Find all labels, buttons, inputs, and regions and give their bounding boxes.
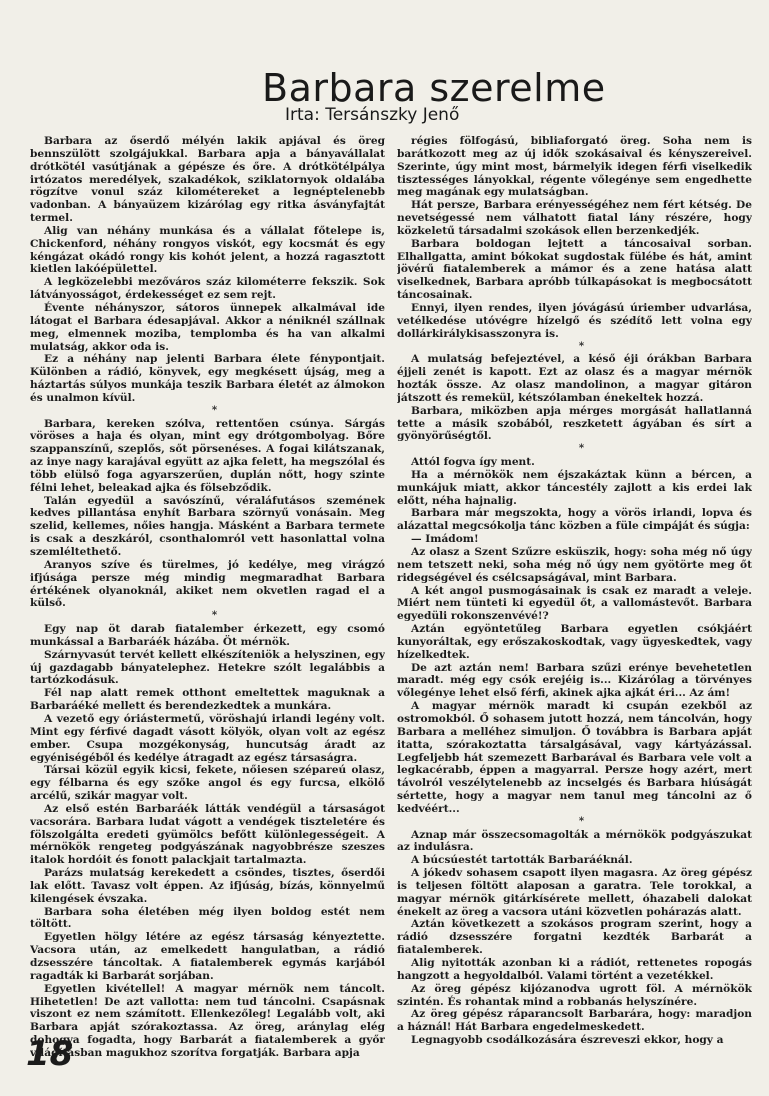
- paragraph: Ez a néhány nap jelenti Barbara élete fénypontjait. Különben a rádió, könyvek, egy megkésett újság, meg a háztartás súlyos munkája teszik Barbara életét az álmokon és unalmon kívül.: [30, 353, 385, 404]
- paragraph: Barbara soha életében még ilyen boldog estét nem töltött.: [30, 905, 385, 931]
- paragraph: A búcsúestét tartották Barbaráéknál.: [411, 854, 633, 867]
- paragraph: Ennyi, ilyen rendes, ilyen jóvágású úriember udvarlása, vetélkedése utóvégre hízelgő és szédítő lett volna egy dollárkirálykisasszonyra is.: [397, 301, 752, 340]
- page-number: 18: [26, 1034, 74, 1074]
- paragraph: Évente néhányszor, sátoros ünnepek alkalmával ide látogat el Barbara édesapjával. Akkor a néniknél szállnak meg, elmennek moziba, templomba és ha van alkalmi mulatság, akkor oda is.: [30, 301, 385, 353]
- paragraph: Barbara már megszokta, hogy a vörös irlandi, lopva és alázattal megcsókolja tánc közben a füle cimpáját és súgja:: [397, 507, 752, 533]
- paragraph: Talán egyedül a savószínű, véraláfutásos szemének kedves pillantása enyhít Barbara szörnyű vonásain. Meg szelid, kellemes, nőies hangja. Másként a Barbara termete is csak a deszkáról, csonthalomról vett hasonlattal volna szemléltethető.: [30, 494, 385, 558]
- section-divider: *: [578, 443, 585, 455]
- paragraph: Társai közül egyik kicsi, fekete, nőiesen szépareú olasz, egy félbarna és egy szőke angol és egy furcsa, elkölő arcélű, szikár magyar volt.: [30, 764, 385, 803]
- paragraph: A magyar mérnök maradt ki csupán ezekből az ostromokból. Ő sohasem jutott hozzá, nem táncolván, hogy Barbara a melléhez simuljon. Ő továbbra is Barbara apját itatta, szórakoztatta társalgásával, vagy kártyázással. Legfeljebb hát szemezett Barbarával és Barbara vele volt a legkacérabb, éppen a magyarral. Persze hogy azért, mert távolról veszélytelenebb az incselgés és Barbara hiúságát sértette, hogy a magyar nem tanul meg táncolni az ő kedvéért...: [397, 700, 752, 815]
- paragraph: Alig nyitották azonban ki a rádiót, rettenetes ropogás hangzott a hegyoldalból. Valami történt a vezetékkel.: [397, 957, 752, 982]
- paragraph: Barbara az őserdő mélyén lakik apjával és öreg bennszülött szolgájukkal. Barbara apja a bányavállalat drótkötél vasútjának a gépésze és őre. A drótkötélpálya irtózatos meredélyek, szakadékok, sziklatornyok oldalába rögzítve vonul száz kilométereket a legnéptelenebb vadonban. A bányaüzem kizárólag egy ritka ásványfajtát termel.: [30, 135, 385, 225]
- paragraph: Ha a mérnökök nem éjszakáztak künn a bércen, a munkájuk miatt, akkor táncestély zajlott a kis erdei lak előtt, néha hajnalig.: [397, 468, 752, 507]
- right-column: [397, 135, 752, 1065]
- paragraph: Aztán következett a szokásos program szerint, hogy a rádió dzsesszére forgatni kezdték Barbarát a fiatalemberek.: [397, 918, 752, 957]
- paragraph: Fél nap alatt remek otthont emeltettek maguknak a Barbaráéké mellett és berendezkedtek a munkára.: [30, 687, 385, 713]
- paragraph: Az olasz a Szent Szűzre esküszik, hogy: soha még nő úgy nem tetszett neki, soha még nő úgy nem gyötörte meg őt ridegségével és csélcsapságával, mint Barbara.: [397, 546, 752, 584]
- left-column: [30, 135, 385, 1065]
- paragraph: Aznap már összecsomagolták a mérnökök podgyászukat az indulásra.: [397, 828, 752, 854]
- paragraph: De azt aztán nem! Barbara szűzi erénye bevehetetlen maradt. még egy csók erejéig is... Kizárólag a törvényes vőlegénye lehet első férfi, akinek ajka ajkát éri... Az ám!: [397, 661, 752, 700]
- paragraph: Barbara, miközben apja mérges morgását hallatlanná tette a másik szobából, reszketett ágyában és sírt a gyönyörűségtől.: [397, 404, 752, 443]
- paragraph: Legnagyobb csodálkozására észreveszi ekkor, hogy a: [411, 1034, 724, 1047]
- section-divider: *: [578, 815, 585, 827]
- paragraph: Hát persze, Barbara erényességéhez nem fért kétség. De nevetségessé nem válhatott fiatal lány részére, hogy közkeletű társadalmi szokások ellen berzenkedjék.: [397, 199, 752, 237]
- section-divider: *: [578, 340, 585, 352]
- paragraph: A legközelebbi mezőváros száz kilométerre fekszik. Sok látványosságot, érdekességet ez sem rejt.: [30, 276, 385, 302]
- paragraph: Barbara, kereken szólva, rettentően csúnya. Sárgás vöröses a haja és olyan, mint egy drótgombolyag. Bőre szappanszínű, szeplős, sőt pörsenéses. A fogai kilátszanak, az inye nagy karajával együtt az ajka felett, ha megszólal és több elülső foga agyarszerűen, duplán nőtt, hogy szinte félni lehet, beleakad ajka és fölsebződik.: [30, 417, 385, 494]
- paragraph: Az öreg gépész ráparancsolt Barbarára, hogy: maradjon a háznál! Hát Barbara engedelmeskedett.: [397, 1008, 752, 1034]
- paragraph: Az öreg gépész kijózanodva ugrott föl. A mérnökök szintén. És rohantak mind a robbanás helyszínére.: [397, 982, 752, 1008]
- paragraph: régies fölfogású, bibliaforgató öreg. Soha nem is barátkozott meg az új idők szokásaival és kényszereivel. Szerinte, úgy mint most, bármelyik idegen férfi viselkedik tisztességes lányokkal, régente vőlegénye sem engedhette meg magának egy mulatságban.: [397, 135, 752, 199]
- article-title: Barbara szerelme: [262, 66, 606, 110]
- paragraph: Egy nap öt darab fiatalember érkezett, egy csomó munkással a Barbaráék házába. Öt mérnök.: [30, 623, 385, 648]
- paragraph: A mulatság befejeztével, a késő éji órákban Barbara éjjeli zenét is kapott. Ezt az olasz és a magyar mérnök hozták össze. Az olasz mandolinon, a magyar gitáron játszott és remekül, kétszólamban énekeltek hozzá.: [397, 353, 752, 404]
- paragraph: A két angol pusmogásainak is csak ez maradt a veleje. Miért nem tünteti ki egyedül őt, a vallomástevőt. Barbara egyedüli rokonszenvévé!?: [397, 584, 752, 623]
- paragraph: Barbara boldogan lejtett a táncosaival sorban. Elhallgatta, amint bókokat sugdostak fülébe és hát, amint jövérű fiatalemberek a mámor és a zene hatása alatt viselkednek, Barbara apróbb túlkapásokat is megbocsátott táncosainak.: [397, 237, 752, 302]
- article-author: Irta: Tersánszky Jenő: [285, 105, 460, 125]
- paragraph: Aranyos szíve és türelmes, jó kedélye, meg virágzó ifjúsága persze még mindig megmaradhat Barbara értékének olyanoknál, akiket nem okvetlen ragad el a külső.: [30, 558, 385, 610]
- paragraph: A jókedv sohasem csapott ilyen magasra. Az öreg gépész is teljesen föltött alaposan a garatra. Tele torokkal, a magyar mérnök gitárkísérete mellett, óhazabeli dalokat énekelt az öreg a vacsora utáni közvetlen pohárazás alatt.: [397, 867, 752, 918]
- paragraph: Szárnyvasút tervét kellett elkészíteniök a helyszinen, egy új gazdagabb bányatelephez. Hetekre szólt legalábbis a tartózkodásuk.: [30, 648, 385, 687]
- paragraph: Attól fogva így ment.: [411, 456, 535, 469]
- paragraph: Egyetlen hölgy létére az egész társaság kényeztette. Vacsora után, az emelkedett hangulatban, a rádió dzsesszére táncoltak. A fiatalemberek egymás karjából ragadták ki Barbarát sorjában.: [30, 931, 385, 982]
- section-divider: *: [211, 404, 218, 416]
- paragraph: — Imádom!: [411, 533, 479, 546]
- paragraph: Aztán egyöntetűleg Barbara egyetlen csókjáért kunyoráltak, egy erőszakoskodtak, vagy ügyeskedtek, vagy hízelkedtek.: [397, 623, 752, 661]
- paragraph: Parázs mulatság kerekedett a csöndes, tisztes, őserdői lak előtt. Tavasz volt éppen. Az ifjúság, bízás, könnyelmű kilengések évszaka.: [30, 867, 385, 905]
- paragraph: Az első estén Barbaráék látták vendégül a társaságot vacsorára. Barbara ludat vágott a vendégek tiszteletére és fölszolgálta eredeti gyümölcs befőtt különlegességeit. A mérnökök rengeteg podgyászának nagyobbrésze szeszes italok hordóit és fonott palackjait tartalmazta.: [30, 802, 385, 867]
- paragraph: A vezető egy óriástermetű, vöröshajú irlandi legény volt. Mint egy férfivé dagadt vásott kölyök, olyan volt az egész ember. Csupa mozgékonyság, huncutság áradt az egyéniségéből és kedélye átragadt az egész társaságra.: [30, 712, 385, 764]
- section-divider: *: [211, 610, 218, 622]
- paragraph: Egyetlen kivétellel! A magyar mérnök nem táncolt. Hihetetlen! De azt vallotta: nem tud táncolni. Csapásnak viszont ez nem számított. Ellenkezőleg! Legalább volt, aki Barbara apját szórakoztassa. Az öreg, aránylag elég dohogva fogadta, hogy Barbarát a fiatalemberek a győr világításban magukhoz szorítva forgatják. Barbara apja: [30, 982, 385, 1059]
- paragraph: Alig van néhány munkása és a vállalat főtelepe is, Chickenford, néhány rongyos viskót, egy kocsmát és egy kéngázat okádó rongy kis kohót jelent, a hozzá ragasztott kietlen lakóépülettel.: [30, 224, 385, 276]
